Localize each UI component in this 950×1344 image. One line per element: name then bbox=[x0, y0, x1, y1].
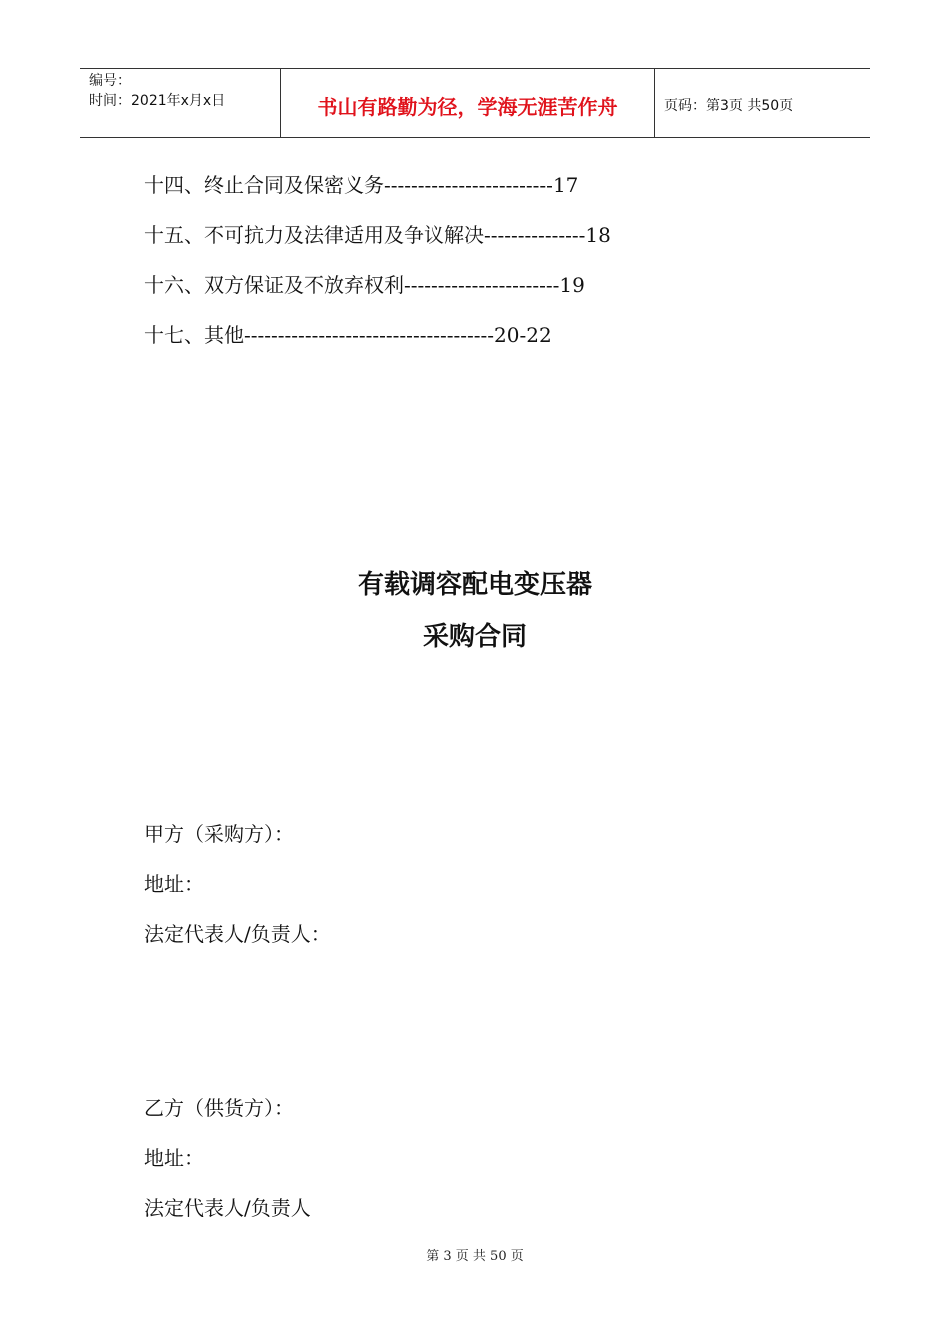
party-b-name: 乙方（供货方）： bbox=[144, 1096, 294, 1120]
page-footer: 第 3 页 共 50 页 bbox=[426, 1249, 524, 1264]
toc-item-14: 十四、终止合同及保密义务-------------------------17 bbox=[144, 173, 579, 197]
header-meta bbox=[80, 69, 281, 137]
party-a-address: 地址： bbox=[144, 872, 204, 896]
header-time: 时间：2021年x月x日 bbox=[89, 93, 226, 109]
table-of-contents bbox=[144, 168, 744, 368]
header-page-info: 页码：第3页 共50页 bbox=[664, 98, 794, 114]
toc-item-17: 十七、其他-------------------------------------20-22 bbox=[144, 323, 552, 347]
header-motto: 书山有路勤为径，学海无涯苦作舟 bbox=[281, 69, 655, 137]
header-number: 编号： bbox=[89, 73, 131, 89]
party-a-representative: 法定代表人/负责人： bbox=[144, 922, 331, 946]
document-title-line2: 采购合同 bbox=[422, 622, 527, 652]
page-header bbox=[80, 68, 870, 138]
party-b-address: 地址： bbox=[144, 1146, 204, 1170]
party-b-representative: 法定代表人/负责人 bbox=[144, 1196, 311, 1220]
toc-item-15: 十五、不可抗力及法律适用及争议解决---------------18 bbox=[144, 223, 611, 247]
document-title-line1: 有载调容配电变压器 bbox=[357, 570, 592, 600]
toc-item-16: 十六、双方保证及不放弃权利-----------------------19 bbox=[144, 273, 585, 297]
party-a-name: 甲方（采购方）： bbox=[144, 822, 294, 846]
